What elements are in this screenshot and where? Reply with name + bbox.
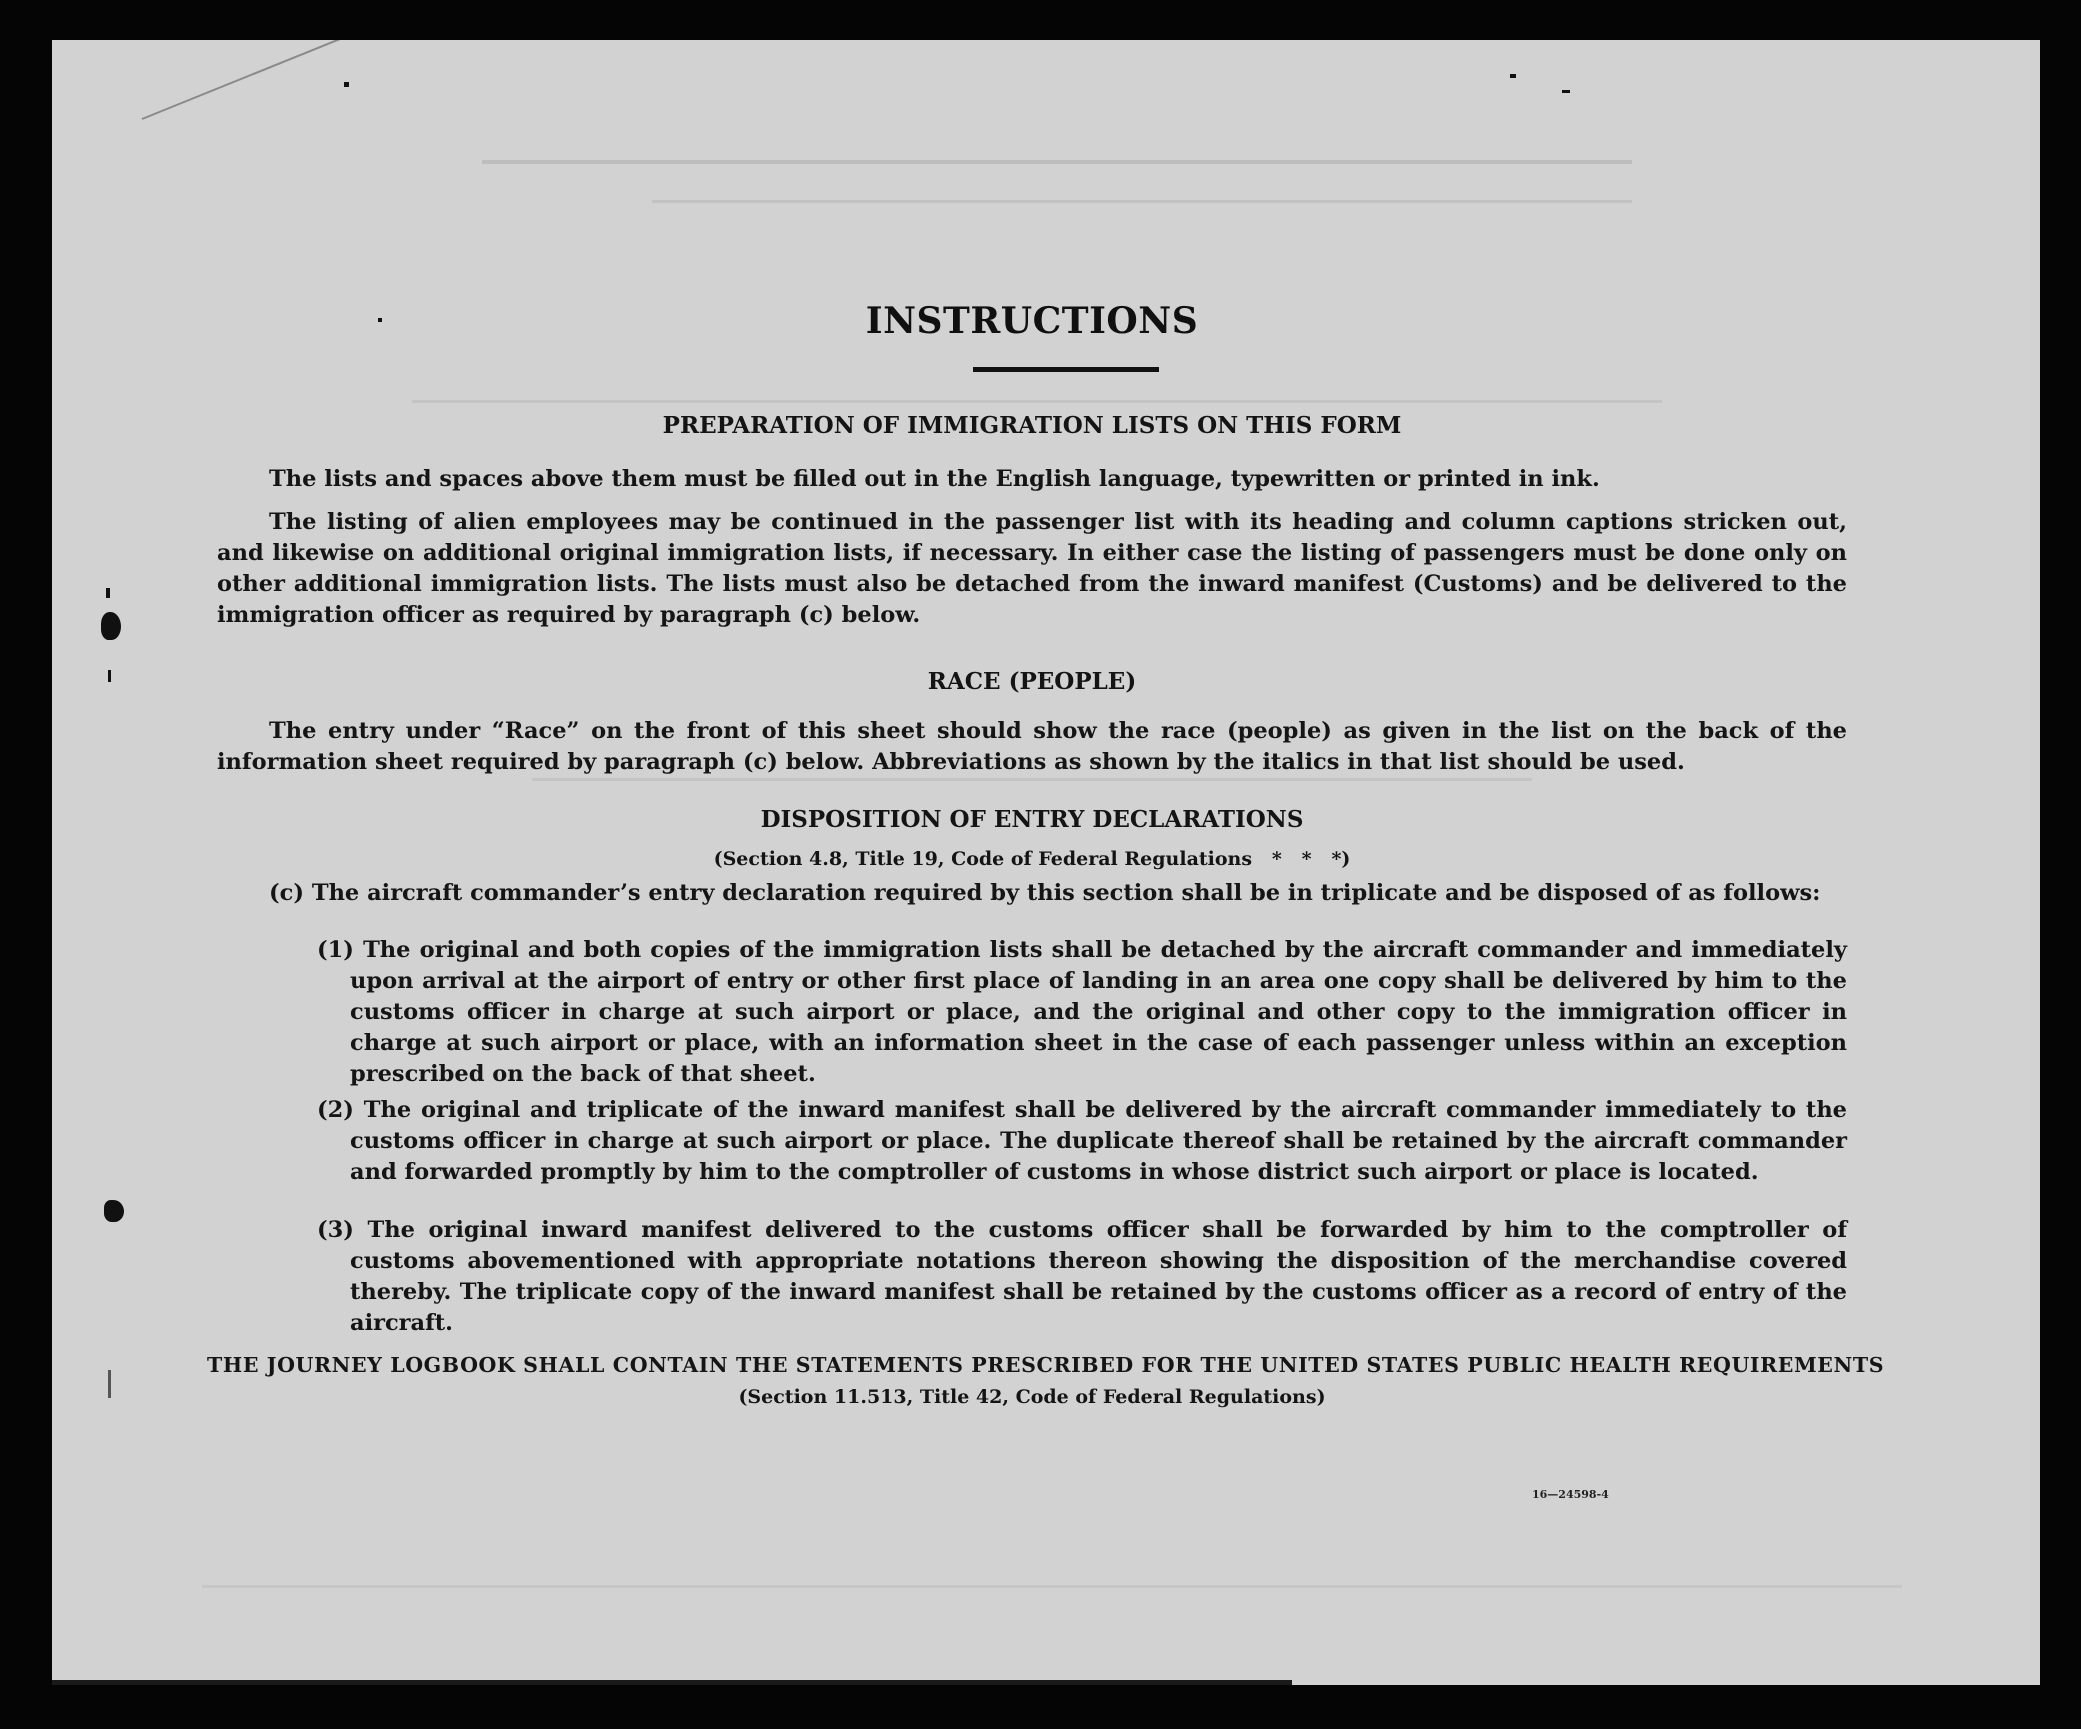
- scan-speck: [1510, 74, 1516, 78]
- bleed-through-band: [202, 1585, 1902, 1588]
- preparation-heading: PREPARATION OF IMMIGRATION LISTS ON THIS FORM: [662, 412, 1402, 439]
- scan-speck: [108, 1370, 111, 1398]
- page-title: INSTRUCTIONS: [865, 300, 1199, 342]
- preparation-paragraph-1-text: The lists and spaces above them must be filled out in the English language, typewritten or printed in ink.: [269, 466, 1600, 492]
- scan-speck: [344, 82, 349, 87]
- title-rule: [973, 367, 1159, 372]
- disposition-intro: [217, 878, 1847, 909]
- scan-speck: [106, 588, 110, 598]
- public-health-citation: (Section 11.513, Title 42, Code of Federal Regulations): [738, 1386, 1326, 1408]
- scan-speck: [1562, 90, 1570, 93]
- scan-speck: [108, 670, 111, 682]
- bleed-through-band: [412, 400, 1662, 403]
- preparation-paragraph-1: [217, 464, 1847, 495]
- disposition-item-1: (1) The original and both copies of the immigration lists shall be detached by the aircraft commander and immediately upon arrival at the airport of entry or other first place of landing in an area one copy shall be delivered by him to the customs officer in charge at such airport or place, and the original and other copy to the immigration officer in charge at such airport or place, with an information sheet in the case of each passenger unless within an exception prescribed on the back of that sheet.: [317, 937, 1847, 1087]
- race-paragraph-text: The entry under “Race” on the front of this sheet should show the race (people) as given in the list on the back of the information sheet required by paragraph (c) below. Abbreviations as shown by the italics in that list should be used.: [217, 718, 1847, 775]
- preparation-paragraph-2-text: The listing of alien employees may be continued in the passenger list with its heading and column captions stricken out, and likewise on additional original immigration lists, if necessary. In either case the listing of passengers must be done only on other additional immigration lists. The lists must also be detached from the inward manifest (Customs) and be delivered to the immigration officer as required by paragraph (c) below.: [217, 509, 1847, 628]
- race-heading: RACE (PEOPLE): [927, 668, 1137, 695]
- bleed-through-band: [652, 200, 1632, 203]
- document-page: [52, 40, 2040, 1685]
- punch-mark: [101, 612, 121, 640]
- bleed-through-band: [532, 778, 1532, 781]
- disposition-item-2: (2) The original and triplicate of the inward manifest shall be delivered by the aircraft commander immediately to the customs officer in charge at such airport or place. The duplicate thereof shall be retained by the aircraft commander and forwarded promptly by him to the comptroller of customs in whose district such airport or place is located.: [317, 1097, 1847, 1185]
- form-number: 16—24598-4: [1532, 1488, 1609, 1501]
- race-paragraph: [217, 716, 1847, 778]
- disposition-heading: DISPOSITION OF ENTRY DECLARATIONS: [760, 806, 1304, 833]
- bleed-through-band: [482, 160, 1632, 164]
- punch-mark: [104, 1200, 124, 1222]
- bleed-through-stroke: [142, 40, 365, 120]
- disposition-item-3: (3) The original inward manifest delivered to the customs officer shall be forwarded by him to the comptroller of customs abovementioned with appropriate notations thereon showing the disposition of the merchandise covered thereby. The triplicate copy of the inward manifest shall be retained by the customs officer as a record of entry of the aircraft.: [317, 1217, 1847, 1336]
- preparation-paragraph-2: [217, 507, 1847, 631]
- public-health-statement: THE JOURNEY LOGBOOK SHALL CONTAIN THE STATEMENTS PRESCRIBED FOR THE UNITED STATES PUBLIC HEALTH REQUIREMENTS: [207, 1353, 1885, 1377]
- disposition-citation: (Section 4.8, Title 19, Code of Federal Regulations * * *): [713, 848, 1351, 870]
- disposition-intro-text: (c) The aircraft commander’s entry declaration required by this section shall be in triplicate and be disposed of as follows:: [269, 880, 1821, 906]
- scan-edge: [52, 1680, 1292, 1685]
